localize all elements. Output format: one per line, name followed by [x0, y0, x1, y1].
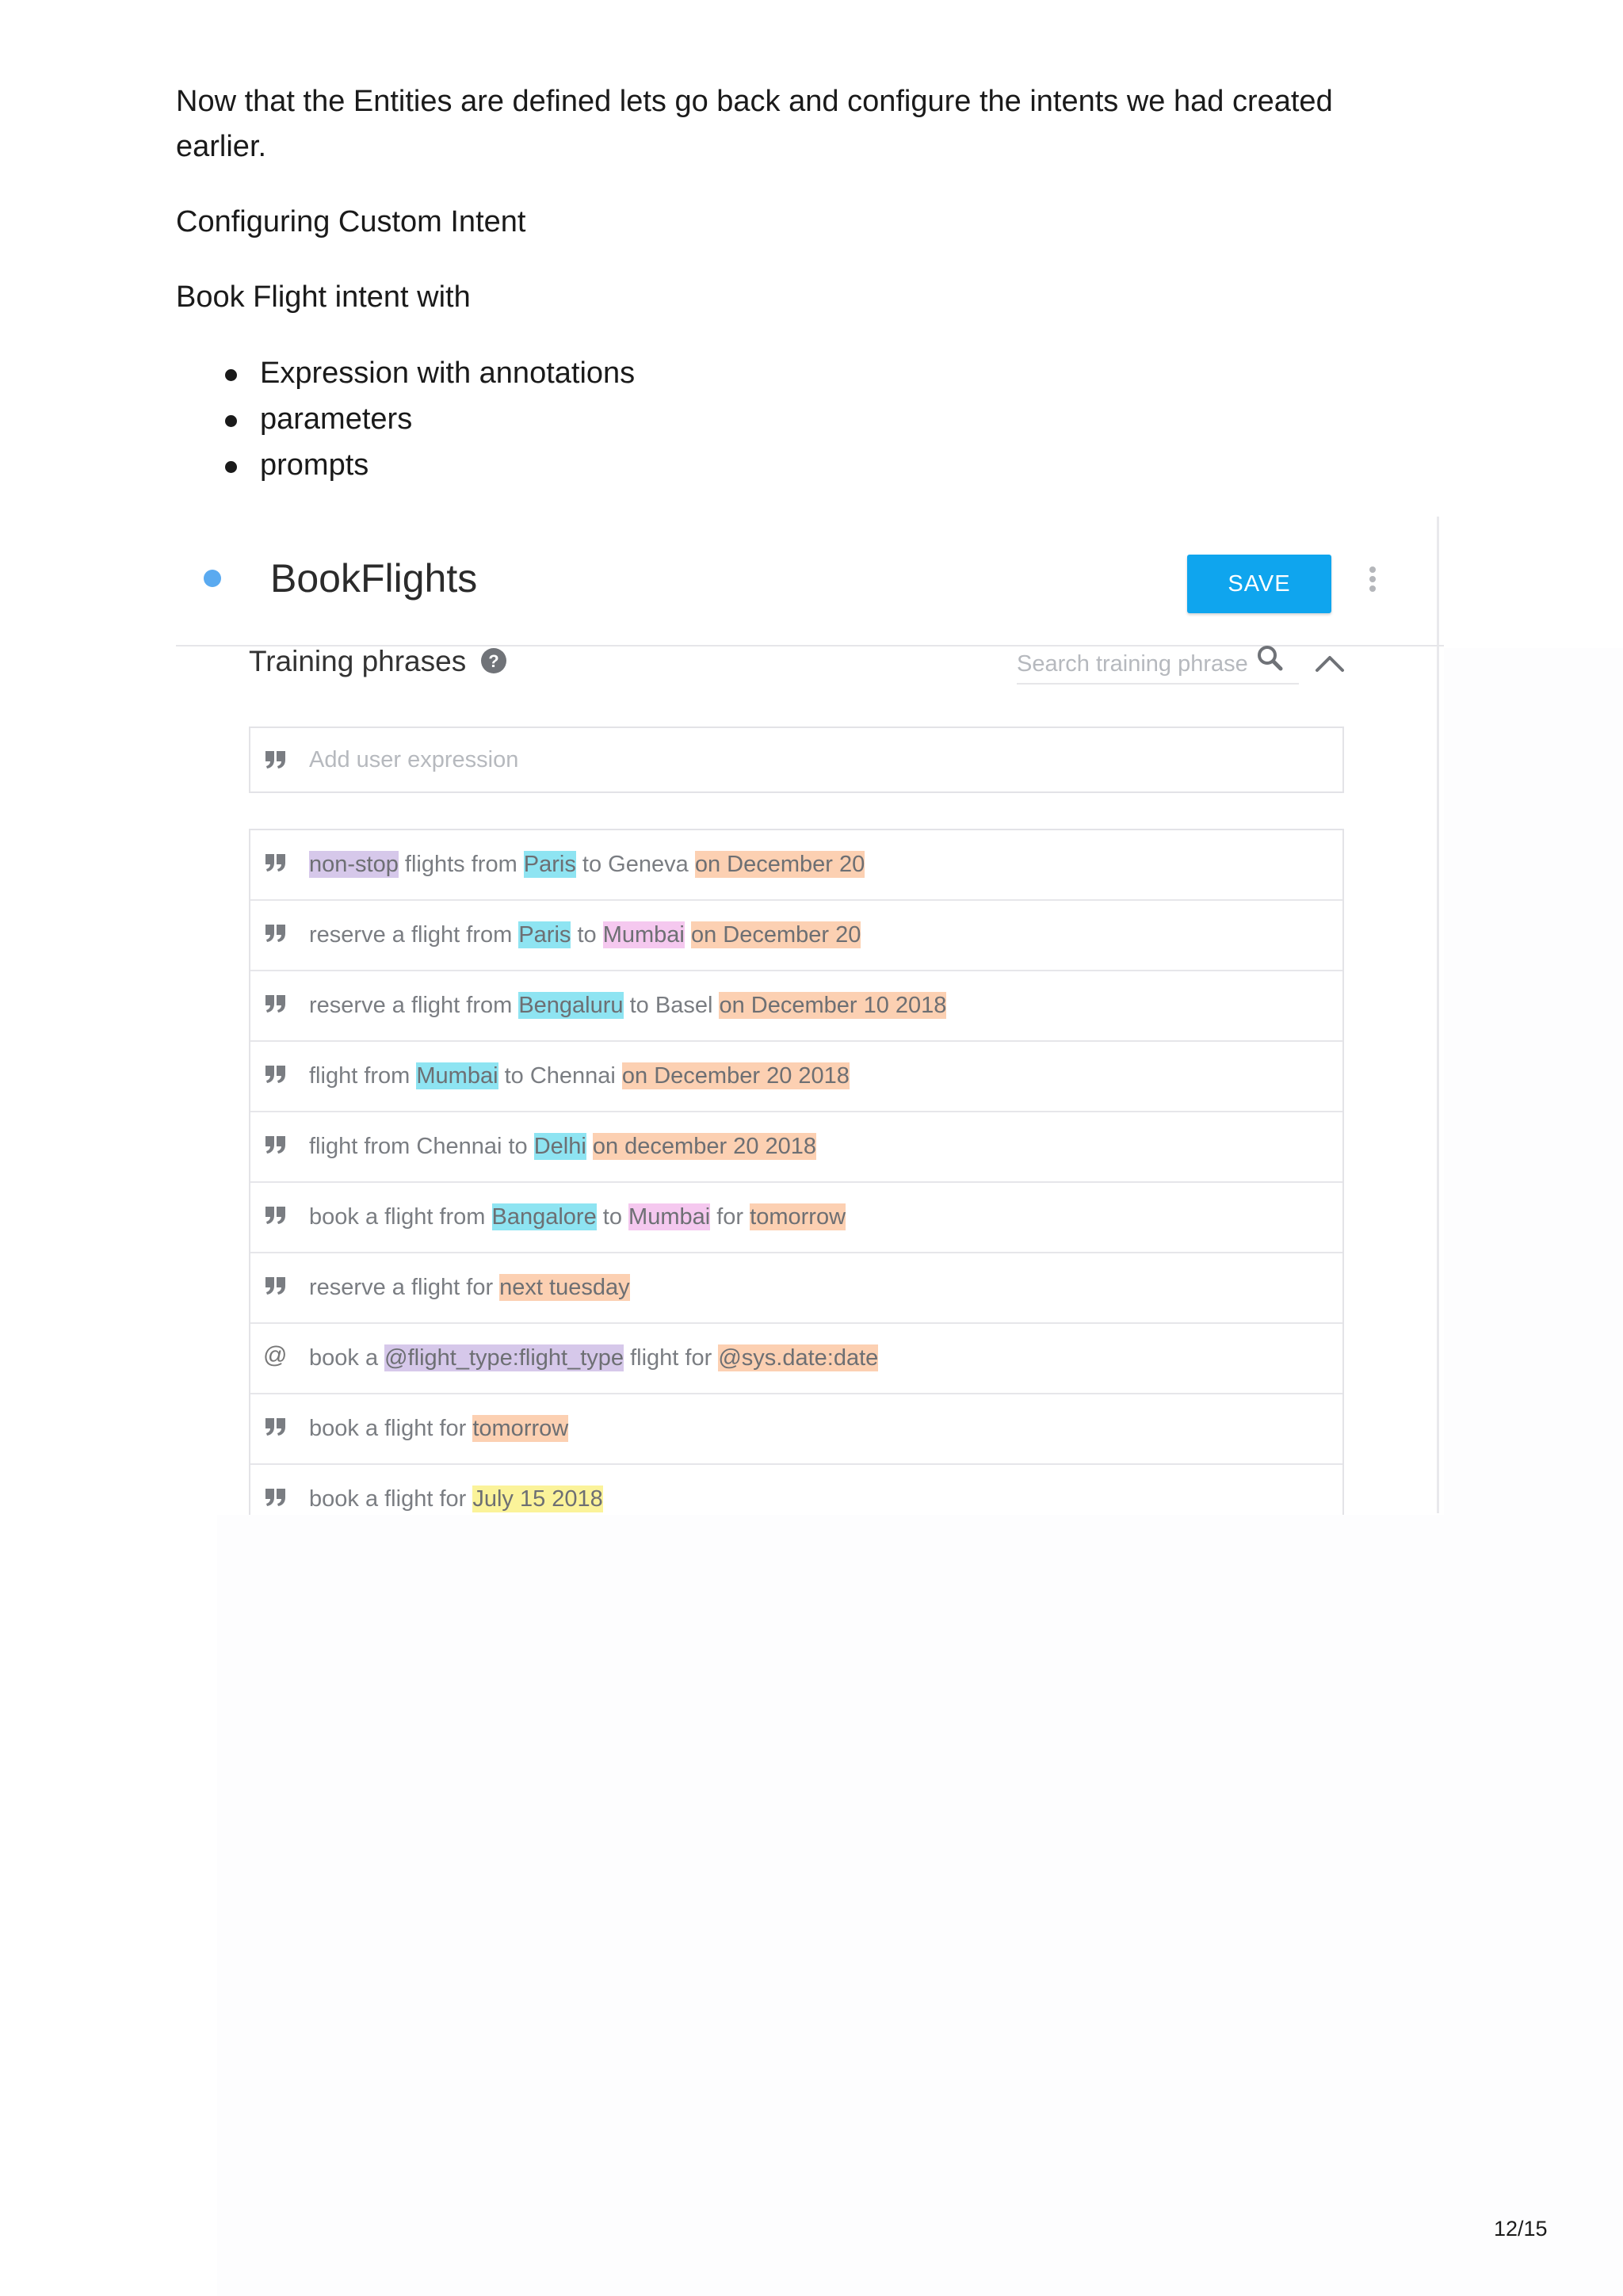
entity-annotation[interactable]: tomorrow [750, 1204, 846, 1230]
quote-icon[interactable] [264, 852, 288, 873]
phrase-segment: book a flight for [309, 1416, 473, 1441]
page-number: 12/15 [1494, 2217, 1548, 2241]
more-vert-icon[interactable] [1365, 564, 1381, 596]
entity-annotation[interactable]: on December 20 [690, 922, 861, 948]
panel-divider [1437, 517, 1439, 1513]
phrase-segment: to Chennai [498, 1063, 622, 1089]
intro-paragraph: Now that the Entities are defined lets go back and configure the intents we had created earlier. [176, 85, 1333, 163]
training-phrases-label: Training phrases [249, 645, 467, 677]
phrase-segment: book a flight from [309, 1204, 492, 1230]
phrase-segment: book a flight for [309, 1486, 473, 1512]
entity-annotation[interactable]: Mumbai [602, 922, 685, 948]
training-phrase-row[interactable] [250, 1112, 1342, 1183]
phrase-segment: book a [309, 1345, 385, 1371]
quote-icon[interactable] [264, 1487, 288, 1508]
training-phrase-text[interactable] [309, 919, 861, 951]
entity-annotation[interactable]: on December 10 2018 [719, 993, 947, 1018]
search-icon[interactable] [1254, 643, 1286, 675]
phrase-segment [685, 922, 691, 948]
entity-annotation[interactable]: @flight_type:flight_type [384, 1345, 624, 1371]
phrase-segment: flight from Chennai to [309, 1134, 534, 1159]
training-phrase-text[interactable] [309, 1272, 630, 1303]
training-phrase-row[interactable] [250, 901, 1342, 971]
phrase-segment: reserve a flight for [309, 1275, 500, 1300]
at-sign-icon[interactable]: @ [263, 1342, 288, 1368]
phrase-segment: to Basel [623, 993, 720, 1018]
phrase-segment: to [571, 922, 603, 948]
training-phrase-list [249, 829, 1344, 1515]
svg-text:?: ? [488, 651, 499, 671]
quote-icon[interactable] [264, 1276, 288, 1296]
quote-icon[interactable] [264, 1205, 288, 1226]
feature-bullet-list [176, 350, 635, 488]
training-phrase-row[interactable] [250, 1183, 1342, 1253]
add-expression-input[interactable]: Add user expression [309, 747, 519, 772]
entity-annotation[interactable]: on december 20 2018 [592, 1134, 817, 1159]
phrase-segment: to [596, 1204, 629, 1230]
training-phrase-text[interactable] [309, 1483, 603, 1515]
chevron-up-icon[interactable] [1312, 648, 1347, 677]
training-phrase-row[interactable] [250, 1465, 1342, 1515]
training-phrase-row[interactable] [250, 1394, 1342, 1465]
search-input[interactable]: Search training phrase [1017, 651, 1248, 677]
add-user-expression-field[interactable] [249, 727, 1344, 793]
training-phrase-text[interactable] [309, 1413, 568, 1444]
entity-annotation[interactable]: Bangalore [491, 1204, 597, 1230]
help-circle-icon[interactable] [480, 647, 507, 674]
training-phrase-text[interactable] [309, 990, 946, 1021]
quote-icon[interactable] [264, 1135, 288, 1155]
save-button[interactable]: SAVE [1187, 555, 1331, 613]
phrase-segment: flights from [398, 852, 524, 877]
entity-annotation[interactable]: next tuesday [499, 1275, 630, 1300]
entity-annotation[interactable]: Delhi [533, 1134, 586, 1159]
entity-annotation[interactable]: on December 20 2018 [621, 1063, 850, 1089]
phrase-segment: for [710, 1204, 750, 1230]
phrase-segment: reserve a flight from [309, 922, 519, 948]
status-dot [204, 570, 221, 587]
bullet-item: prompts [176, 442, 635, 488]
training-phrase-text[interactable] [309, 1131, 816, 1162]
training-phrase-row[interactable] [250, 1253, 1342, 1324]
phrase-segment: flight for [624, 1345, 719, 1371]
entity-annotation[interactable]: Bengaluru [518, 993, 624, 1018]
training-phrase-row[interactable] [250, 1324, 1342, 1394]
training-phrase-text[interactable] [309, 1060, 850, 1092]
phrase-segment: reserve a flight from [309, 993, 519, 1018]
entity-annotation[interactable]: non-stop [309, 852, 399, 877]
quote-icon[interactable] [264, 994, 288, 1014]
bullet-item: parameters [176, 396, 635, 442]
entity-annotation[interactable]: tomorrow [472, 1416, 569, 1441]
entity-annotation[interactable]: on December 20 [694, 852, 865, 877]
phrase-segment: to Geneva [575, 852, 695, 877]
entity-annotation[interactable]: Paris [518, 922, 571, 948]
training-phrase-row[interactable] [250, 830, 1342, 901]
section-heading-book-flight: Book Flight intent with [176, 280, 471, 314]
quote-icon[interactable] [264, 1064, 288, 1085]
phrase-segment: flight from [309, 1063, 417, 1089]
training-phrase-row[interactable] [250, 971, 1342, 1042]
entity-annotation[interactable]: Paris [523, 852, 576, 877]
training-phrase-text[interactable] [309, 1201, 846, 1233]
entity-annotation[interactable]: @sys.date:date [718, 1345, 879, 1371]
entity-annotation[interactable]: Mumbai [628, 1204, 711, 1230]
quote-icon [264, 749, 288, 770]
entity-annotation[interactable]: July 15 2018 [472, 1486, 603, 1512]
bullet-item: Expression with annotations [176, 350, 635, 396]
section-heading-custom-intent: Configuring Custom Intent [176, 205, 526, 238]
phrase-segment [586, 1134, 593, 1159]
training-phrase-text[interactable] [309, 1342, 878, 1374]
quote-icon[interactable] [264, 923, 288, 944]
entity-annotation[interactable]: Mumbai [416, 1063, 498, 1089]
training-phrase-row[interactable] [250, 1042, 1342, 1112]
search-training-phrase-field[interactable] [1017, 643, 1299, 685]
quote-icon[interactable] [264, 1417, 288, 1437]
intent-title[interactable]: BookFlights [270, 556, 478, 601]
training-phrase-text[interactable] [309, 849, 865, 880]
